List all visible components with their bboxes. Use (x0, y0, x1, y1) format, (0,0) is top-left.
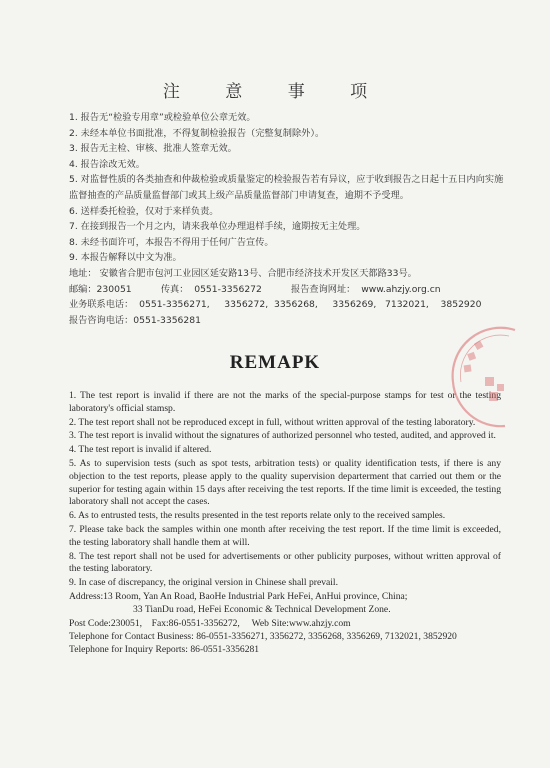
cn-item: 5. 对监督性质的各类抽查和仲裁检验或质量鉴定的检验报告若有异议，应于收到报告之日起十五日内向实施监督抽查的产品质量监督部门或其上级产品质量监督部门申请复查，逾期不予受理。 (69, 174, 504, 201)
cn-item: 9. 本报告解释以中文为准。 (69, 252, 182, 264)
cn-item: 3. 报告无主检、审核、批准人签章无效。 (69, 143, 237, 155)
en-item: 9. In case of discrepancy, the original version in Chinese shall prevail. (69, 577, 338, 589)
cn-notes (69, 110, 509, 328)
cn-business-phone: 业务联系电话： 0551-3356271, 3356272, 3356268, 3356269, 7132021, 3852920 (69, 299, 482, 311)
cn-item: 1. 报告无“检验专用章”或检验单位公章无效。 (69, 112, 256, 123)
cn-inquiry-phone: 报告咨询电话：0551-3356281 (69, 314, 201, 326)
en-item: 7. Please take back the samples within one month after receiving the test report. If the time limit is exceeded, the testing laboratory shall handle them at will. (69, 523, 501, 548)
en-address-2: 33 TianDu road, HeFei Economic & Technical Development Zone. (133, 604, 391, 616)
en-item: 5. As to supervision tests (such as spot tests, arbitration tests) or quality identification tests, if there is any objection to the test reports, please apply to the quality supervision departerment that carried out them or the superior for testing again within 15 days after receiving the test reports. If the time limit is exceeded, the testing laboratory shall not accept the cases. (69, 457, 501, 508)
en-business-phone: Telephone for Contact Business: 86-0551-3356271, 3356272, 3356268, 3356269, 7132021, 3852920 (69, 630, 457, 642)
cn-item: 4. 报告涂改无效。 (69, 158, 145, 170)
cn-item: 2. 未经本单位书面批准，不得复制检验报告（完整复制除外）。 (69, 127, 325, 139)
en-address-1: Address:13 Room, Yan An Road, BaoHe Industrial Park HeFei, AnHui province, China; (69, 590, 408, 602)
en-item: 2. The test report shall not be reproduced except in full, without written approval of the testing laboratory. (69, 416, 476, 428)
cn-address: 地址： 安徽省合肥市包河工业园区延安路13号、合肥市经济技术开发区天都路33号。 (69, 267, 417, 279)
cn-item: 7. 在接到报告一个月之内，请来我单位办理退样手续，逾期按无主处理。 (69, 221, 366, 233)
cn-item: 8. 未经书面许可，本报告不得用于任何广告宣传。 (69, 236, 274, 248)
en-item: 1. The test report is invalid if there are not the marks of the special-purpose stamps for test or the testing laboratory's official stamsp. (69, 390, 501, 414)
official-stamp-icon (435, 322, 525, 432)
cn-item: 6. 送样委托检验，仅对于来样负责。 (69, 205, 219, 217)
en-item: 4. The test report is invalid if altered. (69, 444, 212, 456)
en-item: 6. As to entrusted tests, the results presented in the test reports relate only to the received samples. (69, 510, 446, 522)
en-inquiry-phone: Telephone for Inquiry Reports: 86-0551-3356281 (69, 644, 260, 656)
en-item: 8. The test report shall not be used for advertisements or other publicity purposes, without written approval of the testing laboratory. (69, 550, 501, 575)
en-title: REMAPK (229, 352, 321, 373)
en-postcode-line: Post Code:230051, Fax:86-0551-3356272, Web Site:www.ahzjy.com (69, 617, 351, 629)
en-item: 3. The test report is invalid without the signatures of authorized personnel who tested, audited, and approved it. (69, 430, 496, 442)
cn-postcode-line: 邮编：230051 传真： 0551-3356272 报告查询网址： www.ahzjy.org.cn (69, 283, 441, 295)
cn-title: 注 意 事 项 (162, 82, 388, 102)
